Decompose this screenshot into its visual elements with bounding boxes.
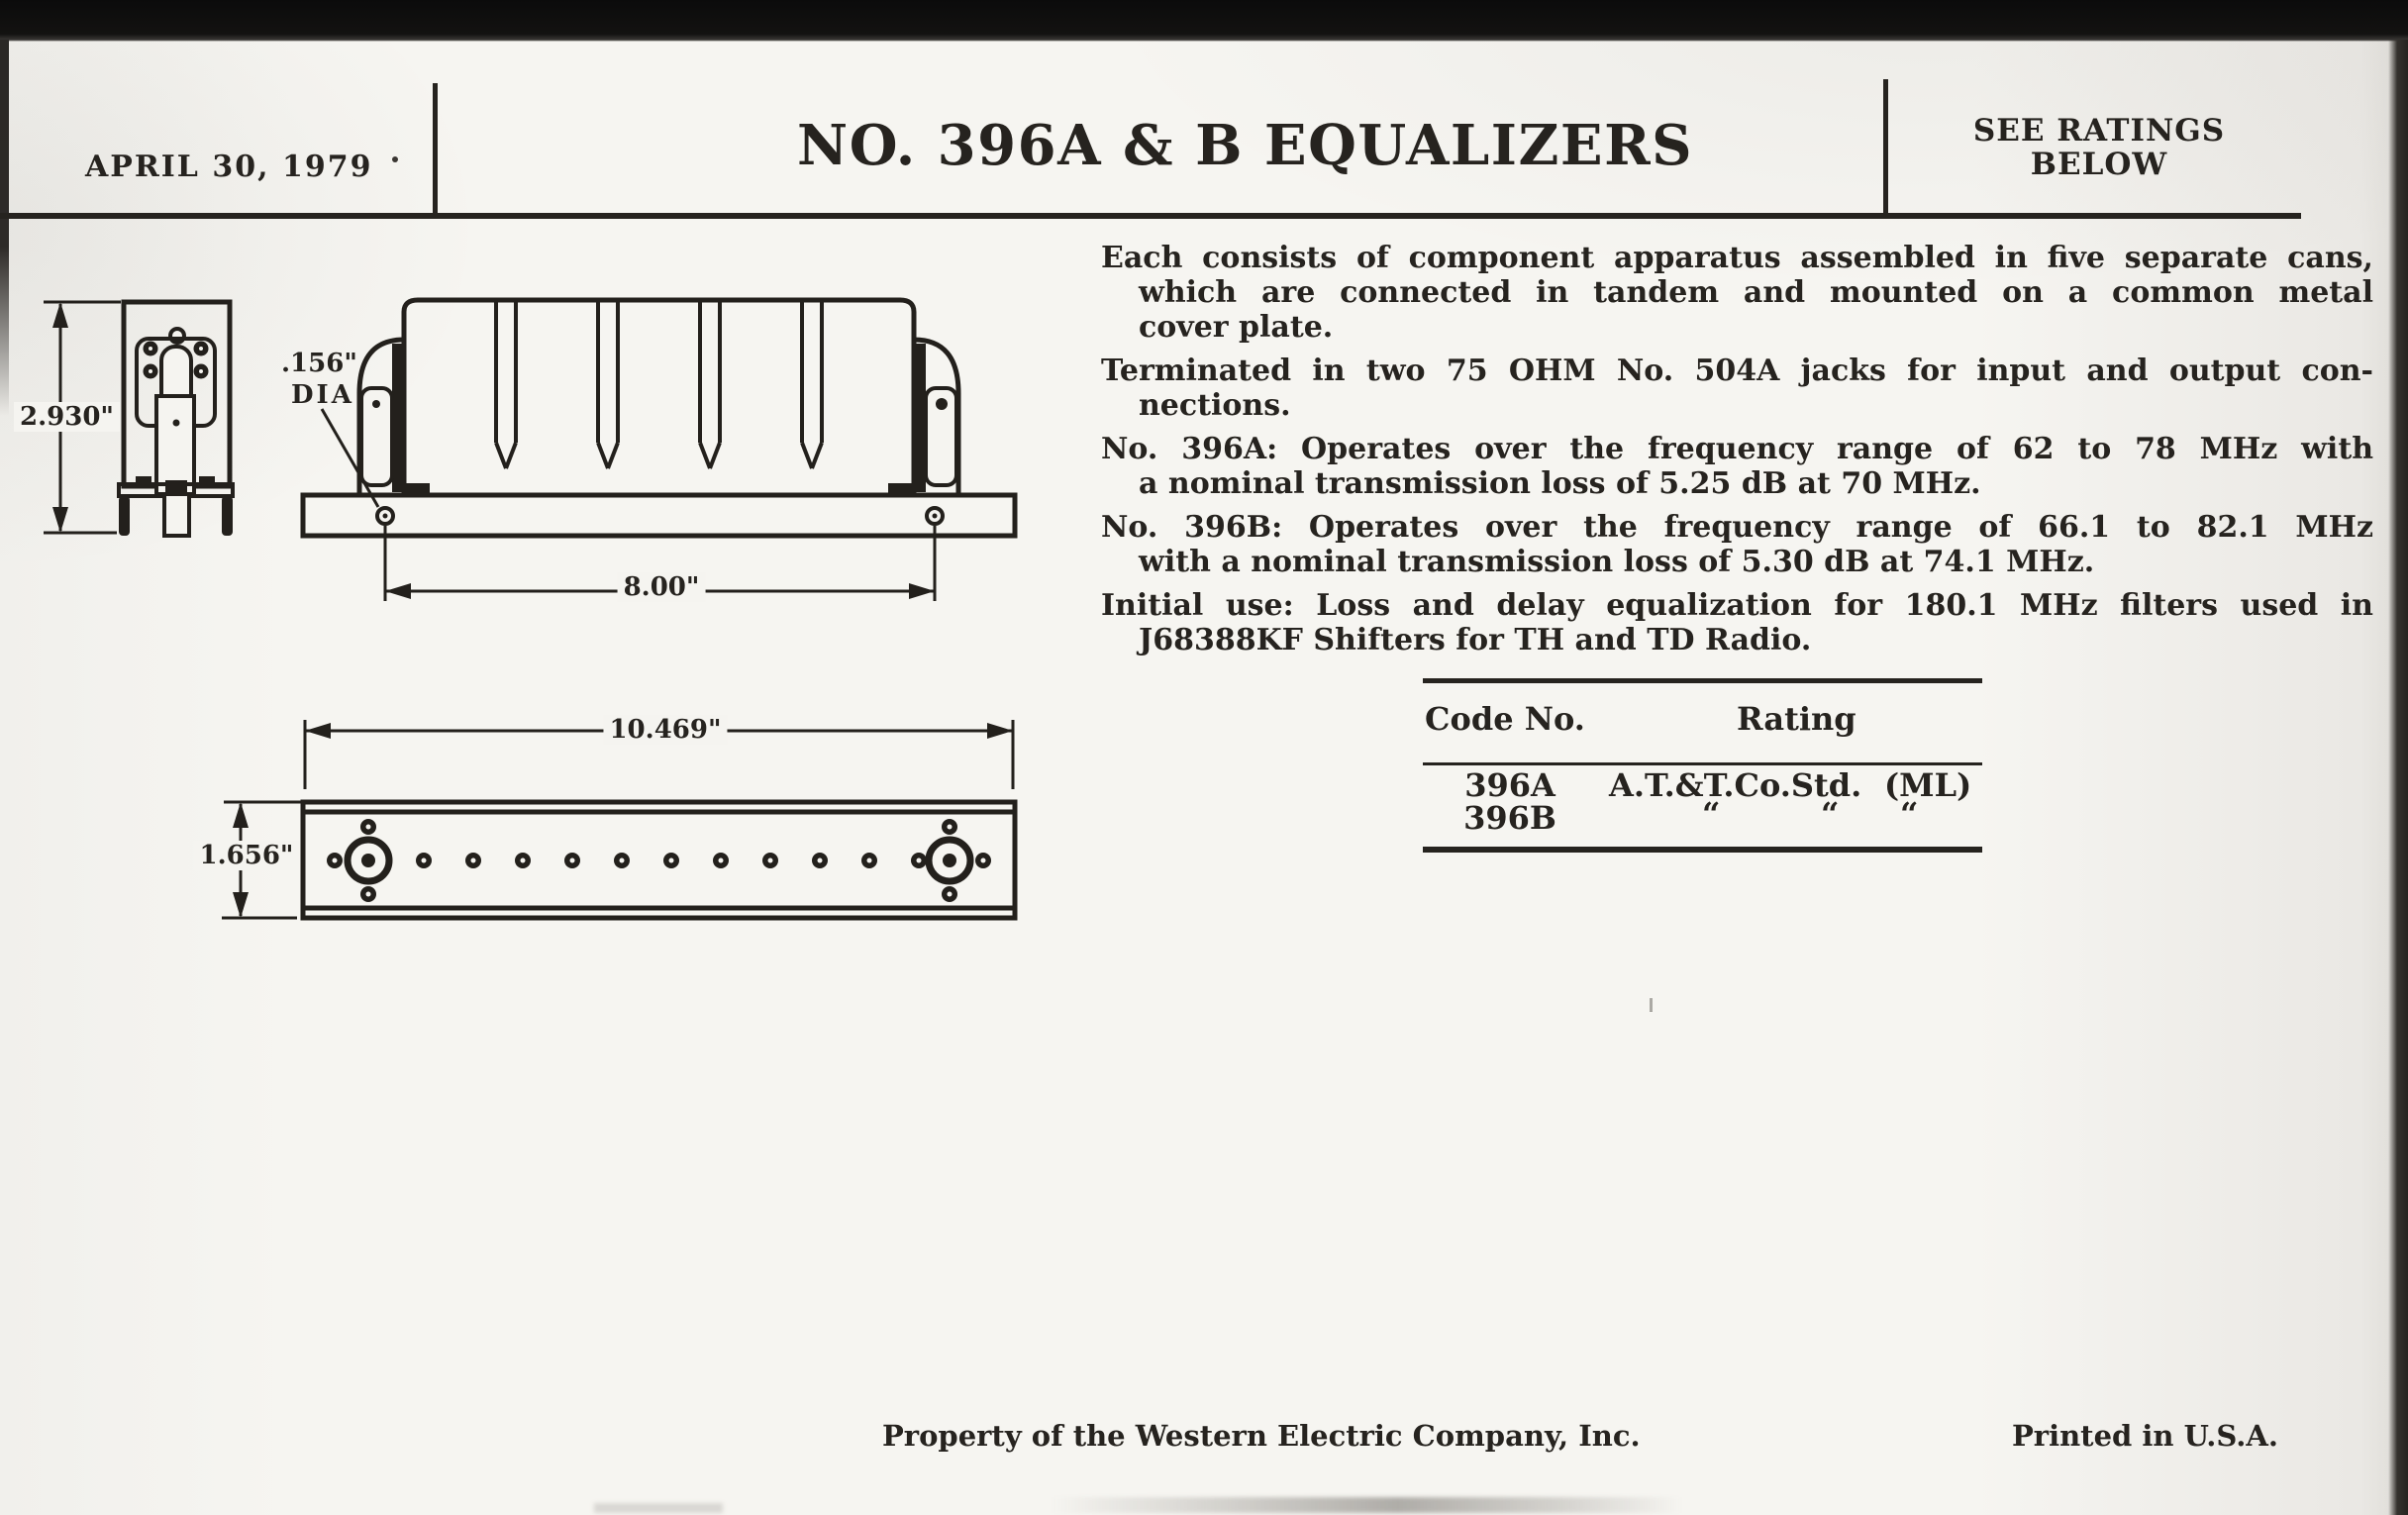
- spec-line: Initial use: Loss and delay equalization for 180.1 MHz filters used in: [1101, 588, 2373, 623]
- table-rule-bottom: [1423, 847, 1982, 853]
- ratings-note: [1936, 114, 2262, 181]
- description-list: [1101, 241, 2373, 666]
- ratings-table: [1423, 678, 1982, 857]
- scan-speck: [392, 156, 398, 162]
- table-rule-top: [1423, 678, 1982, 683]
- spec-line: No. 396B: Operates over the frequency range of 66.1 to 82.1 MHz: [1101, 510, 2373, 545]
- spec-line: Each consists of component apparatus assembled in five separate cans,: [1101, 241, 2373, 275]
- header-rule: [0, 213, 2301, 219]
- width-dimension-label: 1.656": [194, 841, 300, 870]
- spec-paragraph: [1101, 588, 2373, 657]
- front-view-drawing: [277, 292, 1040, 609]
- jack-bracket-left: [359, 340, 404, 495]
- date-label: APRIL 30, 1979: [85, 150, 373, 184]
- ratings-note-line1: SEE RATINGS: [1972, 113, 2226, 149]
- spec-line: No. 396A: Operates over the frequency range of 62 to 78 MHz with: [1101, 432, 2373, 466]
- header-divider-right: [1883, 79, 1888, 214]
- scan-smudge: [594, 1503, 723, 1513]
- spec-paragraph: [1101, 354, 2373, 423]
- hole-spacing-dimension-label: 8.00": [618, 572, 706, 602]
- column-header-code: Code No.: [1425, 700, 1585, 738]
- printed-note: Printed in U.S.A.: [2012, 1419, 2278, 1453]
- page-title: NO. 396A & B EQUALIZERS: [797, 113, 1694, 178]
- scan-right-edge: [2388, 40, 2408, 1515]
- spec-paragraph: [1101, 241, 2373, 345]
- scan-left-edge: [0, 40, 9, 416]
- spec-line: Terminated in two 75 OHM No. 504A jacks for input and output con-: [1101, 354, 2373, 388]
- spec-paragraph: [1101, 510, 2373, 579]
- cell-rating: A.T.&T.Co.Std.: [1609, 766, 1862, 804]
- cell-code: 396A: [1464, 766, 1555, 804]
- base-plate: [303, 495, 1015, 536]
- height-dimension-label: 2.930": [14, 402, 120, 432]
- ditto-mark: “: [1821, 795, 1840, 833]
- spec-line: which are connected in tandem and mounted on a common metal: [1139, 275, 2373, 310]
- spec-paragraph: [1101, 432, 2373, 501]
- column-header-rating: Rating: [1737, 700, 1856, 738]
- scan-smudge: [1050, 1497, 1683, 1513]
- hole-dia-label-value: .156": [281, 349, 357, 378]
- table-rule-mid: [1423, 762, 1982, 765]
- jack-bracket-right: [914, 340, 958, 495]
- length-dimension-label: 10.469": [603, 715, 727, 745]
- spec-line: cover plate.: [1139, 310, 1334, 345]
- spec-line: J68388KF Shifters for TH and TD Radio.: [1139, 623, 1812, 657]
- scan-top-band: [0, 0, 2408, 42]
- spec-line: nections.: [1139, 388, 1291, 423]
- equalizer-end-outline: [119, 302, 233, 536]
- header-divider-left: [433, 83, 438, 219]
- ditto-mark: “: [1702, 795, 1721, 833]
- spec-line: with a nominal transmission loss of 5.30 dB at 74.1 MHz.: [1139, 545, 2095, 579]
- plan-view-drawing: [178, 718, 1069, 931]
- cover-plate-outline: [303, 802, 1015, 918]
- property-note: Property of the Western Electric Company, Inc.: [882, 1419, 1641, 1453]
- ratings-note-line2: BELOW: [2030, 147, 2168, 182]
- cell-rating-suffix: (ML): [1884, 766, 1972, 804]
- ditto-mark: “: [1900, 795, 1919, 833]
- mounting-hole-row: [416, 853, 927, 868]
- hole-dia-label-word: DIA: [291, 380, 354, 410]
- jack-hole-left: [327, 819, 389, 902]
- cell-code: 396B: [1463, 799, 1556, 837]
- spec-line: a nominal transmission loss of 5.25 dB at 70 MHz.: [1139, 466, 1981, 501]
- scan-speck: [1650, 998, 1653, 1012]
- can-block: [404, 300, 914, 495]
- jack-hole-right: [929, 819, 991, 902]
